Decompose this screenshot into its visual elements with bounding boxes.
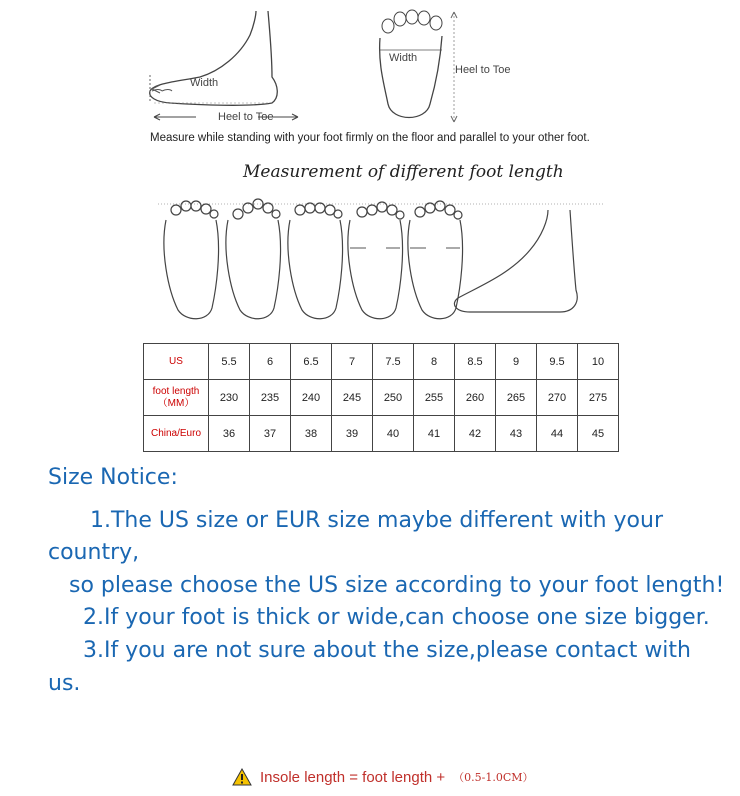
table-row [144, 344, 619, 380]
foot-length-header-line2: （MM） [157, 397, 195, 409]
table-cell: 8.5 [455, 344, 496, 380]
table-cell: 245 [332, 380, 373, 416]
table-cell: 10 [578, 344, 619, 380]
side-heel-to-toe-label: Heel to Toe [218, 111, 274, 123]
table-cell: 41 [414, 416, 455, 452]
table-cell: 255 [414, 380, 455, 416]
side-foot-illustration [140, 5, 310, 125]
size-chart-table [143, 343, 619, 452]
table-cell: 9.5 [537, 344, 578, 380]
table-cell: 250 [373, 380, 414, 416]
foot-types-illustration [150, 190, 610, 325]
table-cell: 6 [250, 344, 291, 380]
table-cell: 39 [332, 416, 373, 452]
table-cell: 275 [578, 380, 619, 416]
table-cell: 265 [496, 380, 537, 416]
table-cell: 7.5 [373, 344, 414, 380]
table-cell: 230 [209, 380, 250, 416]
table-cell: 240 [291, 380, 332, 416]
foot-length-subtitle: Measurement of different foot length [243, 162, 564, 182]
insole-formula: Insole length = foot length + [260, 768, 446, 786]
table-row [144, 416, 619, 452]
foot-length-header [144, 380, 209, 416]
measure-instruction: Measure while standing with your foot firmly on the floor and parallel to your other foot. [150, 132, 590, 144]
table-cell: 9 [496, 344, 537, 380]
table-cell: 260 [455, 380, 496, 416]
size-notice [48, 462, 728, 700]
table-cell: 6.5 [291, 344, 332, 380]
notice-line-2: so please choose the US size according to your foot length! [48, 572, 725, 598]
insole-warning [232, 763, 534, 791]
table-cell: 270 [537, 380, 578, 416]
us-header: US [144, 344, 209, 380]
top-heel-to-toe-label: Heel to Toe [455, 64, 511, 76]
warning-triangle-icon [232, 768, 252, 786]
table-cell: 43 [496, 416, 537, 452]
table-cell: 38 [291, 416, 332, 452]
foot-length-header-line1: foot length [152, 385, 200, 397]
table-cell: 8 [414, 344, 455, 380]
table-row [144, 380, 619, 416]
china-euro-header: China/Euro [144, 416, 209, 452]
insole-range: （0.5-1.0CM） [453, 771, 534, 784]
notice-line-1: 1.The US size or EUR size maybe different with your country, [48, 507, 670, 566]
table-cell: 235 [250, 380, 291, 416]
table-cell: 5.5 [209, 344, 250, 380]
table-cell: 44 [537, 416, 578, 452]
table-cell: 40 [373, 416, 414, 452]
table-cell: 36 [209, 416, 250, 452]
table-cell: 45 [578, 416, 619, 452]
table-cell: 37 [250, 416, 291, 452]
notice-title: Size Notice: [48, 465, 178, 490]
table-cell: 42 [455, 416, 496, 452]
side-width-label: Width [190, 77, 219, 89]
notice-line-4: 3.If you are not sure about the size,please contact with us. [48, 637, 698, 696]
table-cell: 7 [332, 344, 373, 380]
top-width-label: Width [389, 52, 418, 64]
notice-line-3: 2.If your foot is thick or wide,can choose one size bigger. [48, 605, 710, 631]
